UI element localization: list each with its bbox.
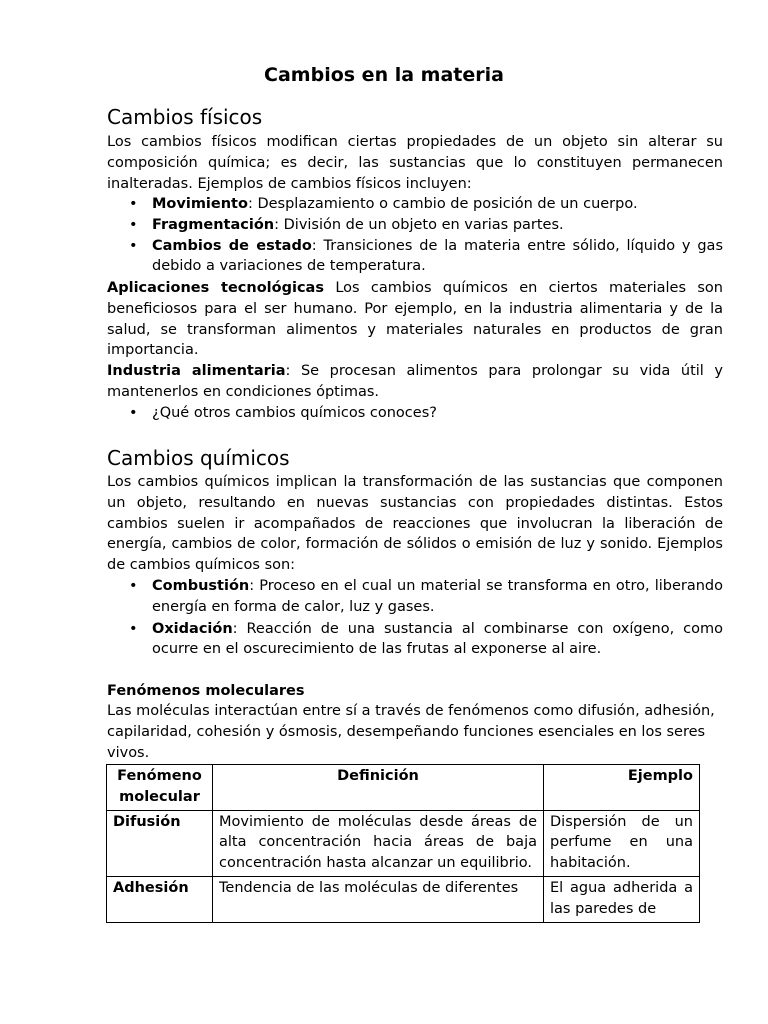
section-heading-physical: Cambios físicos (107, 105, 263, 129)
section-heading-molecular: Fenómenos moleculares (107, 683, 305, 699)
term-fragmentacion: Fragmentación (152, 216, 275, 233)
list-item (107, 403, 723, 424)
question-text: ¿Qué otros cambios químicos conoces? (152, 405, 437, 421)
table-cell-definition: Tendencia de las moléculas de diferentes (213, 876, 544, 922)
column-header-definition: Definición (213, 765, 544, 811)
table-cell-example: Dispersión de un perfume en una habitación. (544, 810, 700, 876)
table-cell-phenomenon: Adhesión (107, 876, 213, 922)
list-item (107, 194, 723, 215)
applications-paragraph (107, 278, 723, 361)
term-combustion: Combustión (152, 578, 250, 594)
term-oxidacion: Oxidación (152, 620, 233, 637)
list-item (107, 236, 723, 278)
definition-cambios-de-estado: : Transiciones de la materia entre sólido, líquido y gas debido a variaciones de temperatura. (152, 237, 723, 275)
list-item (107, 619, 723, 661)
table-row (107, 876, 700, 922)
definition-movimiento: : Desplazamiento o cambio de posición de un cuerpo. (247, 196, 638, 212)
food-industry-paragraph (107, 361, 723, 403)
physical-intro: Los cambios físicos modifican ciertas propiedades de un objeto sin alterar su composición química; es decir, las sustancias que lo constituyen permanecen inalteradas. Ejemplos de cambios físicos incluyen: (107, 134, 723, 192)
applications-text: Los cambios químicos en ciertos materiales son beneficiosos para el ser humano. Por ejemplo, en la industria alimentaria y de la salud, se transforman alimentos y materiales naturales en productos de gran importancia. (107, 280, 723, 359)
chemical-intro: Los cambios químicos implican la transformación de las sustancias que componen un objeto, resultando en nuevas sustancias con propiedades distintas. Estos cambios suelen ir acompañados de reacciones que involucran la liberación de energía, cambios de color, formación de sólidos o emisión de luz y sonido. Ejemplos de cambios químicos son: (107, 474, 723, 574)
definition-combustion: : Proceso en el cual un material se transforma en otro, liberando energía en forma de calor, luz y gases. (152, 578, 723, 615)
term-cambios-de-estado: Cambios de estado (152, 237, 312, 254)
table-cell-definition: Movimiento de moléculas desde áreas de alta concentración hacia áreas de baja concentración hasta alcanzar un equilibrio. (213, 810, 544, 876)
table-cell-phenomenon: Difusión (107, 810, 213, 876)
column-header-example: Ejemplo (544, 765, 700, 811)
food-industry-text: : Se procesan alimentos para prolongar su vida útil y mantenerlos en condiciones óptimas. (107, 363, 723, 400)
table-row (107, 810, 700, 876)
question-list (107, 403, 723, 424)
molecular-intro: Las moléculas interactúan entre sí a través de fenómenos como difusión, adhesión, capilaridad, cohesión y ósmosis, desempeñando funciones esenciales en los seres vivos. (107, 703, 715, 761)
document-title: Cambios en la materia (264, 64, 504, 86)
food-industry-term: Industria alimentaria (107, 363, 286, 379)
term-movimiento: Movimiento (152, 196, 248, 212)
applications-term: Aplicaciones tecnológicas (107, 280, 324, 296)
list-item (107, 576, 723, 618)
definition-fragmentacion: : División de un objeto en varias partes. (274, 216, 564, 233)
chemical-examples-list (107, 576, 723, 660)
physical-examples-list (107, 194, 723, 277)
table-cell-example: El agua adherida a las paredes de (544, 876, 700, 922)
definition-oxidacion: : Reacción de una sustancia al combinarse con oxígeno, como ocurre en el oscurecimiento de las frutas al exponerse al aire. (152, 620, 723, 658)
table-header-row (107, 765, 700, 811)
section-heading-chemical: Cambios químicos (107, 446, 290, 470)
column-header-phenomenon: Fenómeno molecular (107, 765, 213, 811)
list-item (107, 215, 723, 236)
molecular-phenomena-table (106, 764, 700, 923)
